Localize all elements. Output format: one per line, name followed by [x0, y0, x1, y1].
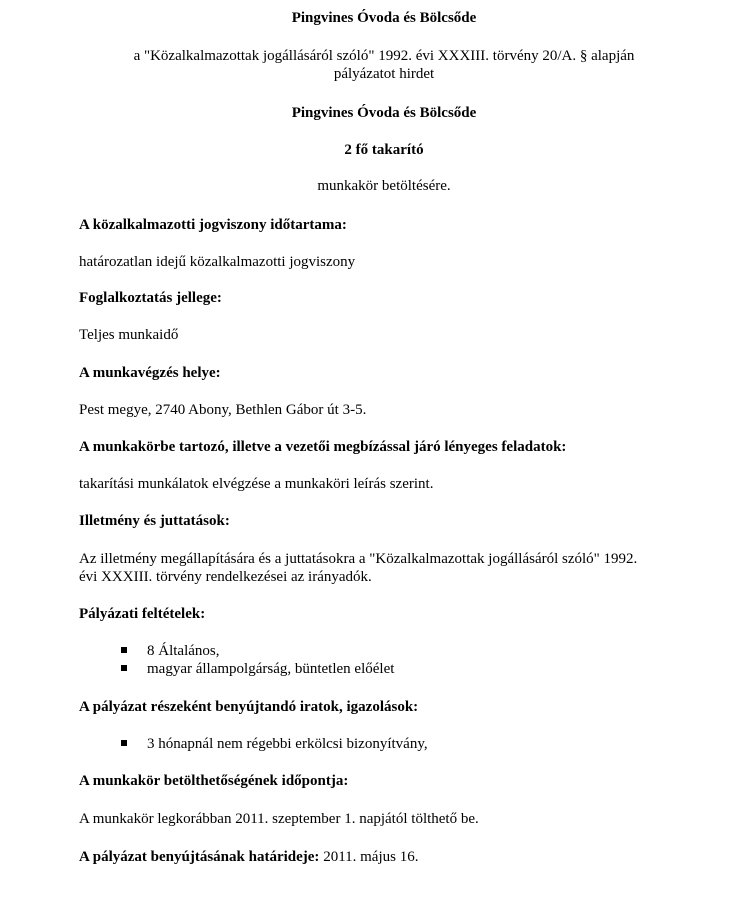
tasks-text: takarítási munkálatok elvégzése a munkaköri leírás szerint. — [79, 476, 434, 492]
organization-title-2: Pingvines Óvoda és Bölcsőde — [291, 105, 477, 121]
start-date-text: A munkakör legkorábban 2011. szeptember 1. napjától tölthető be. — [79, 811, 479, 827]
salary-text-line-1: Az illetmény megállapítására és a juttatásokra a "Közalkalmazottak jogállásáról szóló" 1992. — [79, 551, 638, 567]
salary-text-line-2: évi XXXIII. törvény rendelkezései az irányadók. — [79, 569, 372, 585]
employment-text: Teljes munkaidő — [79, 327, 179, 343]
salary-heading: Illetmény és juttatások: — [79, 513, 230, 529]
conditions-heading: Pályázati feltételek: — [79, 606, 206, 622]
legal-basis-line-1: a "Közalkalmazottak jogállásáról szóló" 1992. évi XXXIII. törvény 20/A. § alapján — [133, 48, 635, 64]
duration-text: határozatlan idejű közalkalmazotti jogviszony — [79, 254, 356, 270]
position-title: 2 fő takarító — [344, 142, 424, 158]
organization-title: Pingvines Óvoda és Bölcsőde — [291, 10, 477, 26]
list-item: 8 Általános, — [121, 642, 220, 660]
bullet-icon — [121, 647, 127, 653]
place-text: Pest megye, 2740 Abony, Bethlen Gábor út 3-5. — [79, 402, 367, 418]
tasks-heading: A munkakörbe tartozó, illetve a vezetői megbízással járó lényeges feladatok: — [79, 439, 567, 455]
start-date-heading: A munkakör betölthetőségének időpontja: — [79, 773, 349, 789]
list-item: magyar állampolgárság, büntetlen előélet — [121, 660, 394, 678]
deadline-value: 2011. május 16. — [319, 849, 419, 865]
employment-heading: Foglalkoztatás jellege: — [79, 290, 222, 306]
bullet-icon — [121, 665, 127, 671]
legal-basis-line-2: pályázatot hirdet — [333, 66, 435, 82]
list-item: 3 hónapnál nem régebbi erkölcsi bizonyítvány, — [121, 735, 428, 753]
position-suffix: munkakör betöltésére. — [317, 178, 451, 194]
documents-heading: A pályázat részeként benyújtandó iratok, igazolások: — [79, 699, 419, 715]
deadline-line — [79, 848, 699, 866]
bullet-icon — [121, 740, 127, 746]
duration-heading: A közalkalmazotti jogviszony időtartama: — [79, 217, 347, 233]
place-heading: A munkavégzés helye: — [79, 365, 221, 381]
deadline-heading: A pályázat benyújtásának határideje: — [79, 849, 320, 865]
